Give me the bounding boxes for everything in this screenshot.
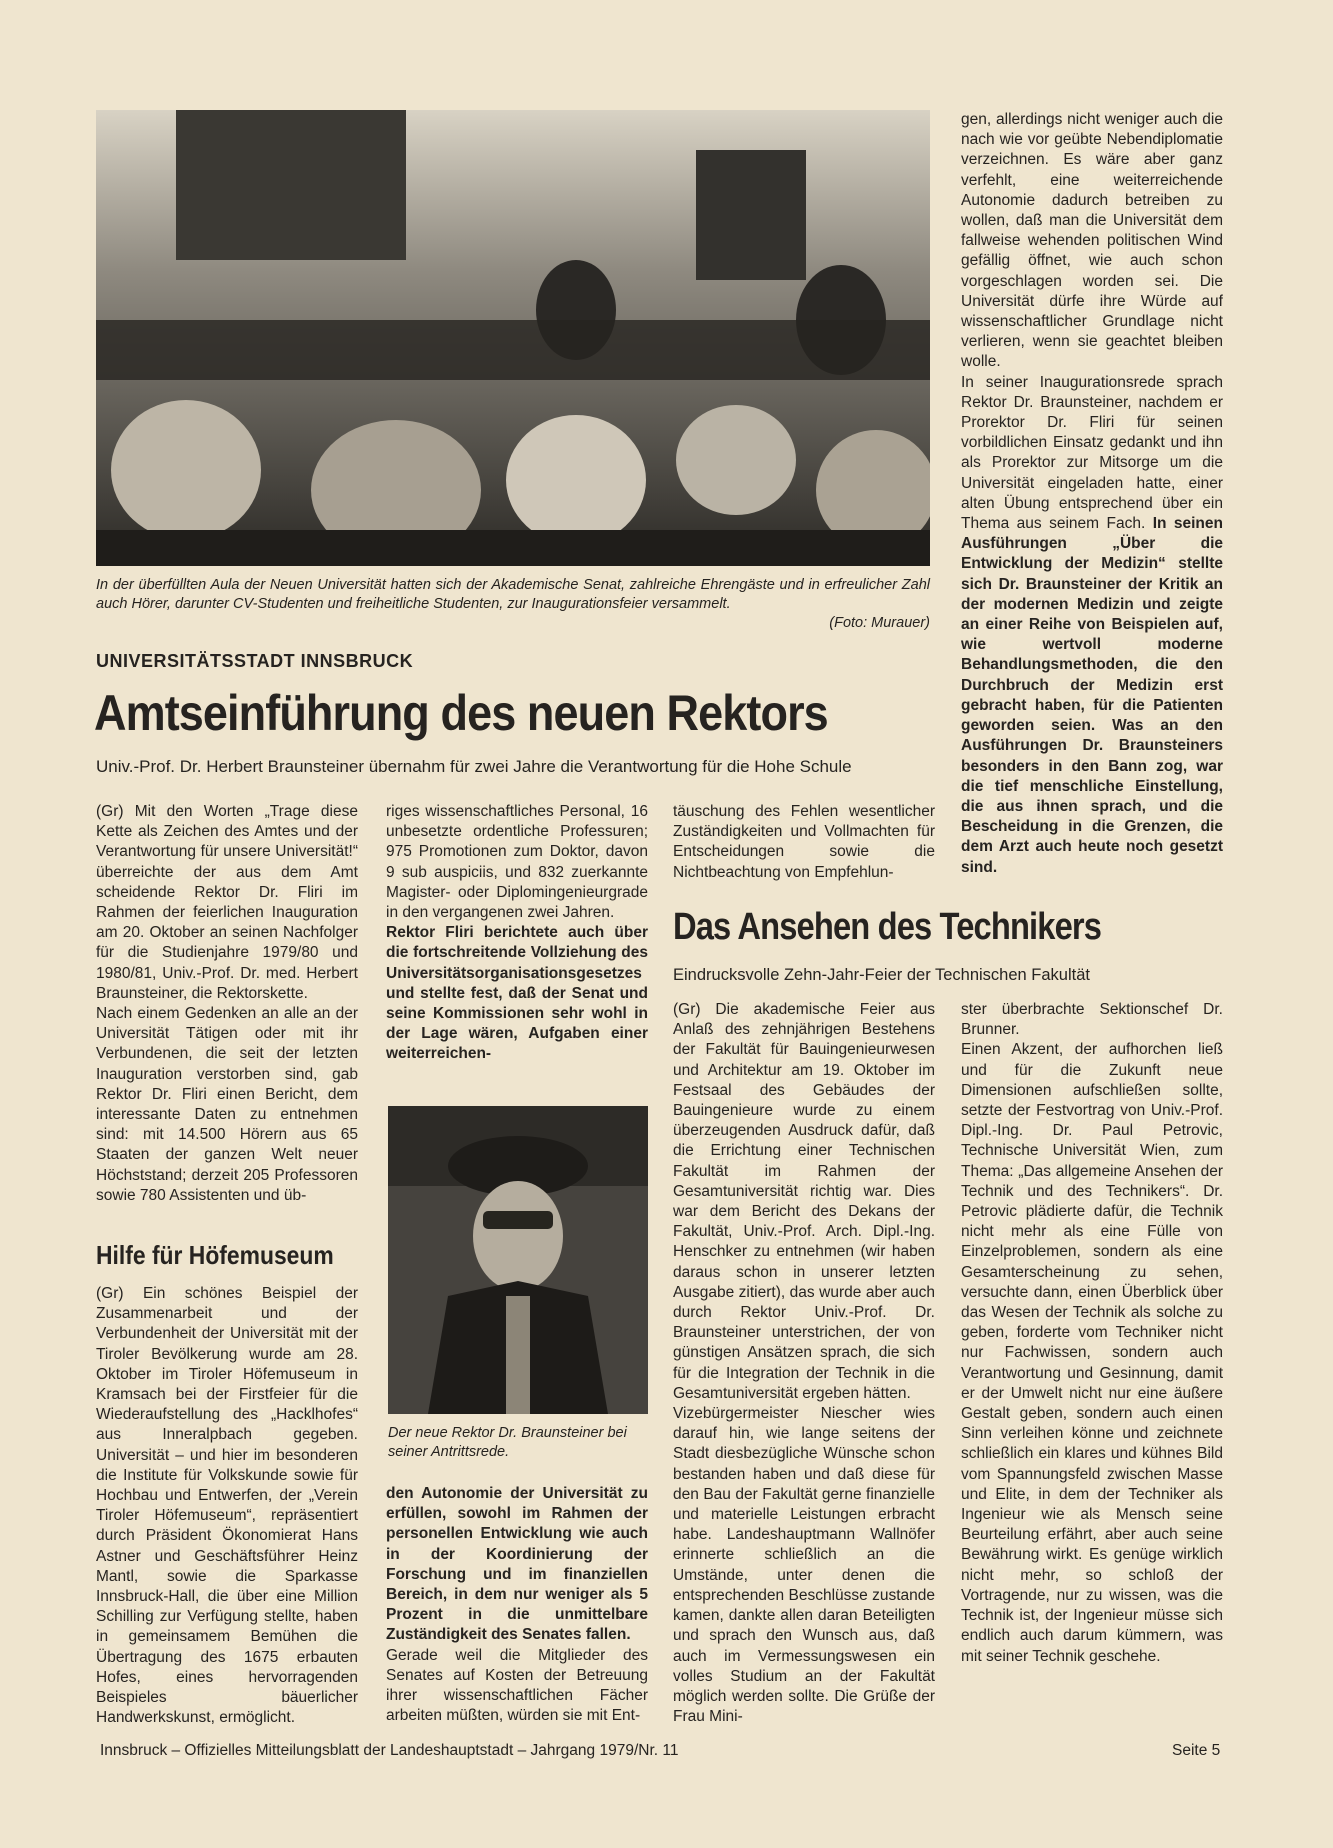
article1-paragraph bbox=[961, 373, 1223, 878]
article1-column3 bbox=[673, 802, 935, 883]
technik-paragraph: Einen Akzent, der aufhorchen ließ und für die Zukunft neue Dimensionen aufschließen sollte, setzte der Festvortrag von Univ.-Prof. Dipl.-Ing. Dr. Paul Petrovic, Technische Universität Wien, zum Thema: „Das allgemeine Ansehen der Technik und des Technikers“. Dr. Petrovic plädierte dafür, die Technik nicht mehr als eine Fülle von Einzelproblemen, sondern als eine Gesamterscheinung zu sehen, versuchte dann, einen Überblick über das Wesen der Technik als solche zu geben, forderte vom Techniker nicht nur Fachwissen, sondern auch Verantwortung und Gesinnung, damit er der Umwelt nicht nur eine äußere Gestalt geben, sondern auch einen Sinn verleihen könne und zeichnete schließlich ein klares und kühnes Bild vom Spannungsfeld zwischen Masse und Elite, in dem der Techniker als Ingenieur wie als Mensch seine Beurteilung erfährt, aber auch seine Bewährung wirkt. Es genüge wirklich nicht mehr, so schloß der Vortragende, nur zu wissen, was die Technik ist, der Ingenieur müsse sich endlich auch darum kümmern, was mit seiner Technik geschehe. bbox=[961, 1041, 1223, 1665]
article1-column2-continued bbox=[386, 1484, 648, 1726]
rektor-photo-image bbox=[388, 1106, 648, 1414]
hoefemuseum-paragraph: (Gr) Ein schönes Beispiel der Zusammenarbeit und der Verbundenheit der Universität mit der Tiroler Bevölkerung wurde am 28. Oktober im Tiroler Höfemuseum in Kramsach bei der Firstfeier für die Wiederaufstellung des „Hacklhofes“ aus Inneralpbach gegeben. Universität – und hier im besonderen die Institute für Volkskunde sowie für Hochbau und Entwerfen, der „Verein Tiroler Höfemuseum“, repräsentiert durch Präsident Ökonomierat Hans Astner und Geschäftsführer Heinz Mantl, sowie die Sparkasse Innsbruck-Hall, die über eine Million Schilling zur Verfügung stellte, haben in gemeinsamem Bemühen die Übertragung des 1675 erbauten Hofes, eines hervorragenden Beispieles bäuerlicher Handwerkskunst, ermöglicht. bbox=[96, 1285, 358, 1727]
technik-column1 bbox=[673, 1000, 935, 1727]
technik-paragraph: Vizebürgermeister Niescher wies darauf hin, wie lange seitens der Stadt diesbezügliche Wünsche schon bestanden haben und daß diese für den Bau der Fakultät gerne finanzielle und materielle Leistungen erbracht habe. Landeshauptmann Wallnöfer erinnerte schließlich an die Umstände, unter denen die entsprechenden Beschlüsse zustande kamen, dankte allen daran Beteiligten und sprach den Wunsch aus, daß auch im Vermessungswesen ein volles Studium an der Fakultät möglich werden sollte. Die Grüße der Frau Mini- bbox=[673, 1405, 935, 1726]
article1-column4 bbox=[961, 110, 1223, 878]
aula-photo bbox=[96, 110, 930, 566]
article1-text-bold: In seinen Ausführungen „Über die Entwicklung der Medizin“ stellte sich Dr. Braunsteiner der Kritik an der modernen Medizin und zeigte an einer Reihe von Beispielen auf, wie wertvoll moderne Behandlungsmethoden, die den Durchbruch der Medizin erst gebracht haben, für die Patienten geworden seien. Was an den Ausführungen Dr. Braunsteiners besonders in den Bann zog, war die tief menschliche Einstellung, die aus ihnen sprach, und die Bescheidung in die Grenzen, die dem Arzt auch heute noch gesetzt sind. bbox=[961, 515, 1223, 876]
technik-paragraph: ster überbrachte Sektionschef Dr. Brunner. bbox=[961, 1001, 1223, 1039]
technik-subtitle: Eindrucksvolle Zehn-Jahr-Feier der Technischen Fakultät bbox=[673, 966, 1090, 984]
technik-paragraph: (Gr) Die akademische Feier aus Anlaß des zehnjährigen Bestehens der Fakultät für Bauingenieurwesen und Architektur am 19. Oktober im Festsaal des Gebäudes der Bauingenieure wurde zu einem überzeugenden Ausdruck dafür, daß die Errichtung einer Technischen Fakultät im Rahmen der Gesamtuniversität richtig war. Dies war dem Bericht des Dekans der Fakultät, Univ.-Prof. Arch. Dipl.-Ing. Henschker zu entnehmen (wir haben daraus schon in unserer letzten Ausgabe zitiert), das wurde aber auch durch Rektor Univ.-Prof. Dr. Braunsteiner unterstrichen, der von günstigen Ansätzen sprach, die sich für die Integration der Technik in die Gesamtuniversität ergeben hätten. bbox=[673, 1001, 935, 1402]
photo-credit: (Foto: Murauer) bbox=[829, 615, 930, 631]
rektor-photo bbox=[388, 1106, 648, 1414]
article1-paragraph: Gerade weil die Mitglieder des Senates auf Kosten der Betreuung ihrer wissenschaftlichen Fächer arbeiten müßten, würden sie mit Ent- bbox=[386, 1646, 648, 1725]
main-headline: Amtseinführung des neuen Rektors bbox=[94, 685, 828, 741]
hoefemuseum-headline: Hilfe für Höfemuseum bbox=[96, 1240, 334, 1270]
aula-photo-caption: In der überfüllten Aula der Neuen Universität hatten sich der Akademische Senat, zahlreiche Ehrengäste und in erfreulicher Zahl auch Hörer, darunter CV-Studenten und freiheitliche Studenten, zur Inaugurationsfeier versammelt. bbox=[96, 577, 930, 612]
article1-column2 bbox=[386, 802, 648, 1065]
article1-paragraph-bold: den Autonomie der Universität zu erfüllen, sowohl im Rahmen der personellen Entwicklung wie auch in der Koordinierung der Forschung und im finanziellen Bereich, in dem nur weniger als 5 Prozent in die unmittelbare Zuständigkeit des Senates fallen. bbox=[386, 1485, 648, 1644]
article1-paragraph: täuschung des Fehlen wesentlicher Zuständigkeiten und Vollmachten für Entscheidungen sowie die Nichtbeachtung von Empfehlun- bbox=[673, 803, 935, 881]
article1-paragraph: gen, allerdings nicht weniger auch die nach wie vor geübte Nebendiplomatie verzeichnen. Es wäre aber ganz verfehlt, eine weiterreichende Autonomie dadurch betreiben zu wollen, daß man die Universität dem fallweise wehenden politischen Wind gefällig öffnet, wie auch schon vorgeschlagen worden sei. Die Universität dürfe ihre Würde auf wissenschaftlicher Grundlage nicht verlieren, wenn sie geachtet bleiben wolle. bbox=[961, 111, 1223, 371]
page-number: Seite 5 bbox=[1172, 1742, 1221, 1759]
article1-paragraph: Nach einem Gedenken an alle an der Universität Tätigen oder mit ihr Verbundenen, die seit der letzten Inauguration verstorben sind, gab Rektor Dr. Fliri einen Bericht, dem interessante Daten zu entnehmen sind: mit 14.500 Hörern aus 65 Staaten der ganzen Welt neuer Höchststand; derzeit 205 Professoren sowie 780 Assistenten und üb- bbox=[96, 1005, 358, 1204]
technik-headline: Das Ansehen des Technikers bbox=[673, 906, 1102, 948]
article1-text: In seiner Inaugurationsrede sprach Rektor Dr. Braunsteiner, nachdem er Prorektor Dr. Fliri für seinen vorbildlichen Einsatz gedankt und ihn als Prorektor zur Mitsorge um die Universität eingeladen hatte, einer alten Übung entsprechend über ein Thema aus seinem Fach. bbox=[961, 373, 1223, 533]
article1-paragraph-bold: Rektor Fliri berichtete auch über die fortschreitende Vollziehung des Universitätsorganisationsgesetzes und stellte fest, daß der Senat und seine Kommissionen sehr wohl in der Lage wären, Aufgaben einer weiterreichen- bbox=[386, 924, 648, 1063]
aula-photo-image bbox=[96, 110, 930, 566]
rektor-photo-caption: Der neue Rektor Dr. Braunsteiner bei seiner Antrittsrede. bbox=[388, 1425, 627, 1460]
hoefemuseum-text bbox=[96, 1284, 358, 1728]
article1-paragraph: (Gr) Mit den Worten „Trage diese Kette als Zeichen des Amtes und der Verantwortung für unsere Universität!“ überreichte der aus dem Amt scheidende Rektor Dr. Fliri im Rahmen der feierlichen Inauguration am 20. Oktober an seinen Nachfolger für die Studienjahre 1979/80 und 1980/81, Univ.-Prof. Dr. med. Herbert Braunsteiner, die Rektorskette. bbox=[96, 803, 358, 1002]
technik-column2 bbox=[961, 1000, 1223, 1667]
article1-paragraph: riges wissenschaftliches Personal, 16 unbesetzte ordentliche Professuren; 975 Promotionen zum Doktor, davon 9 sub auspiciis, und 832 zuerkannte Magister- oder Diplomingenieurgrade in den vergangenen zwei Jahren. bbox=[386, 803, 648, 922]
main-subtitle: Univ.-Prof. Dr. Herbert Braunsteiner übernahm für zwei Jahre die Verantwortung für die Hohe Schule bbox=[96, 757, 852, 776]
section-kicker: UNIVERSITÄTSSTADT INNSBRUCK bbox=[96, 651, 414, 671]
article1-column1 bbox=[96, 802, 358, 1206]
page-footer-title: Innsbruck – Offizielles Mitteilungsblatt der Landeshauptstadt – Jahrgang 1979/Nr. 11 bbox=[100, 1742, 679, 1759]
